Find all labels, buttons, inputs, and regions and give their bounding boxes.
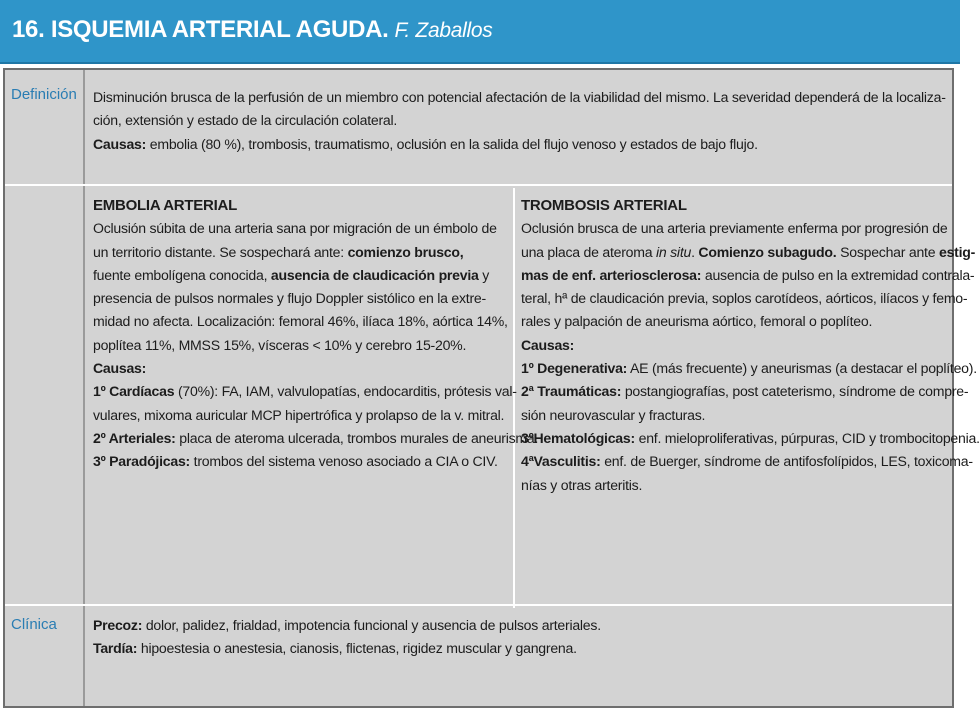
bold-span: Tardía: <box>93 640 138 657</box>
embolia-line-1: Oclusión súbita de una arteria sana por migración de un émbolo de <box>93 220 497 237</box>
trombosis-causa-1 <box>521 357 980 380</box>
bold-span: Precoz: <box>93 617 143 633</box>
bold-span: Causas: <box>93 360 147 377</box>
bold-span: 3ºHematológicas: <box>521 429 635 446</box>
bold-span: Comienzo subagudo. <box>698 243 837 260</box>
author: F. Zaballos <box>394 19 493 42</box>
causas-text: embolia (80 %), trombosis, traumatismo, oclusión en la salida del flujo venoso y estados de bajo flujo. <box>146 135 758 152</box>
trombosis-causas-label <box>521 334 980 357</box>
bold-span: estig- <box>938 243 976 260</box>
bold-span: ausencia de claudicación previa <box>270 266 479 283</box>
row-label-clinica: Clínica <box>11 616 57 633</box>
label-column <box>5 70 85 706</box>
text-span: un territorio distante. Se sospechará ante: <box>93 243 348 260</box>
trombosis-causa-3 <box>521 427 980 450</box>
bold-span: 2º Arteriales: <box>93 429 176 446</box>
clinica-text <box>93 614 601 661</box>
text-span: fuente embolígena conocida, <box>93 266 271 283</box>
embolia-line-2 <box>93 241 538 264</box>
trombosis-line-3 <box>521 264 980 287</box>
text-span: placa de ateroma ulcerada, trombos murales de aneurisma. <box>175 429 539 446</box>
embolia-line-3 <box>93 264 538 287</box>
italic-span: in situ <box>656 243 692 260</box>
trombosis-line-4: teral, hª de claudicación previa, soplos carotídeos, aórticos, ilíacos y femo- <box>521 290 968 307</box>
embolia-line-5: midad no afecta. Localización: femoral 46%, ilíaca 18%, aórtica 14%, <box>93 313 508 330</box>
bold-span: 4ªVasculitis: <box>521 453 601 470</box>
embolia-heading: EMBOLIA ARTERIAL <box>93 197 238 214</box>
bold-span: comienzo brusco, <box>347 243 464 260</box>
row-divider-2 <box>5 604 952 606</box>
text-span: postangiografías, post cateterismo, síndrome de compre- <box>621 383 969 400</box>
text-span: dolor, palidez, frialdad, impotencia funcional y ausencia de pulsos arteriales. <box>142 617 601 633</box>
trombosis-causa-4-cont: nías y otras arteritis. <box>521 476 643 493</box>
definicion-causas <box>93 133 946 156</box>
content-table <box>3 68 980 708</box>
bold-span: 1º Degenerativa: <box>521 360 628 377</box>
embolia-causa-1 <box>93 380 538 403</box>
trombosis-causa-2 <box>521 380 980 403</box>
embolia-causa-2 <box>93 427 538 450</box>
title-text: 16. ISQUEMIA ARTERIAL AGUDA. <box>12 16 389 43</box>
text-span: una placa de ateroma <box>521 243 656 260</box>
definicion-line-2: ción, extensión y estado de la circulación colateral. <box>93 112 398 129</box>
bold-span: Causas: <box>521 336 575 353</box>
embolia-causa-3 <box>93 450 538 473</box>
text-span: y <box>478 266 490 283</box>
text-span: enf. de Buerger, síndrome de antifosfolípidos, LES, toxicoma- <box>600 453 973 470</box>
text-span: hipoestesia o anestesia, cianosis, flictenas, rigidez muscular y gangrena. <box>137 640 577 657</box>
clinica-precoz <box>93 614 601 637</box>
text-span: . <box>691 243 699 260</box>
row-divider-1 <box>5 184 952 186</box>
text-span: enf. mieloproliferativas, púrpuras, CID y trombocitopenia. <box>634 429 980 446</box>
text-span: trombos del sistema venoso asociado a CIA o CIV. <box>189 453 498 470</box>
text-span: Sospechar ante <box>836 243 939 260</box>
page-title <box>12 16 492 44</box>
embolia-section <box>93 194 538 474</box>
trombosis-heading: TROMBOSIS ARTERIAL <box>521 197 687 214</box>
embolia-causa-1-cont: vulares, mixoma auricular MCP hipertrófica y prolapso de la v. mitral. <box>93 406 505 423</box>
embolia-line-6: poplítea 11%, MMSS 15%, vísceras < 10% y cerebro 15-20%. <box>93 336 467 353</box>
definicion-line-1: Disminución brusca de la perfusión de un miembro con potencial afectación de la viabilidad del mismo. La severidad dependerá de la localiza- <box>93 89 946 105</box>
text-span: AE (más frecuente) y aneurismas (a destacar el poplíteo). <box>627 360 977 377</box>
trombosis-line-2 <box>521 241 980 264</box>
embolia-causas-label <box>93 357 538 380</box>
clinica-tardia <box>93 637 601 660</box>
bold-span: 3º Paradójicas: <box>93 453 190 470</box>
trombosis-line-1: Oclusión brusca de una arteria previamente enferma por progresión de <box>521 220 948 237</box>
embolia-line-4: presencia de pulsos normales y flujo Doppler sistólico en la extre- <box>93 290 486 307</box>
text-span: ausencia de pulso en la extremidad contrala- <box>701 266 975 283</box>
trombosis-line-5: rales y palpación de aneurisma aórtico, femoral o poplíteo. <box>521 313 873 330</box>
bold-span: 2ª Traumáticas: <box>521 383 622 400</box>
trombosis-section <box>521 194 980 497</box>
trombosis-causa-4 <box>521 450 980 473</box>
causas-label: Causas: <box>93 135 147 152</box>
trombosis-causa-2-cont: sión neurovascular y fracturas. <box>521 406 706 423</box>
bold-span: mas de enf. arteriosclerosa: <box>521 266 702 283</box>
row-label-definicion: Definición <box>11 86 77 103</box>
definicion-text <box>93 86 946 156</box>
text-span: (70%): FA, IAM, valvulopatías, endocarditis, prótesis val- <box>174 383 517 400</box>
title-bar <box>0 0 960 64</box>
bold-span: 1º Cardíacas <box>93 383 175 400</box>
